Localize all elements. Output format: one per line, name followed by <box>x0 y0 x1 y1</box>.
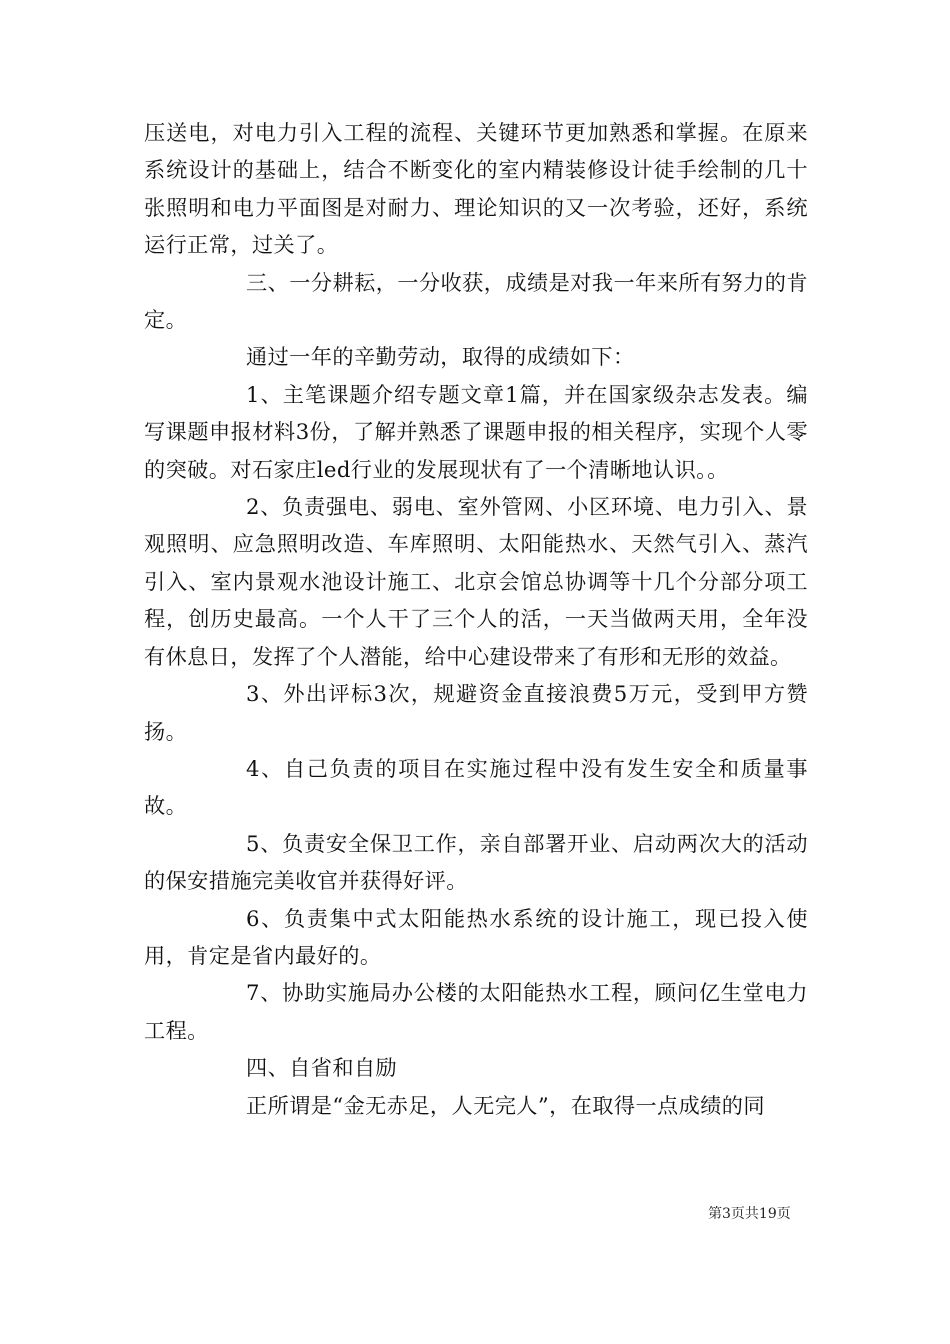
page-number: 第3页共19页 <box>708 1206 791 1222</box>
achievement-item-5: 5、负责安全保卫工作，亲自部署开业、启动两次大的活动的保安措施完美收官并获得好评。 <box>144 830 808 894</box>
paragraph-continuation: 压送电，对电力引入工程的流程、关键环节更加熟悉和掌握。在原来系统设计的基础上，结合不断变化的室内精装修设计徒手绘制的几十张照明和电力平面图是对耐力、理论知识的又一次考验，还好，系统运行正常，过关了。 <box>144 120 808 258</box>
section-heading-three: 三、一分耕耘，一分收获，成绩是对我一年来所有努力的肯定。 <box>144 269 808 333</box>
section-heading-four: 四、自省和自励 <box>246 1055 398 1081</box>
achievement-item-7: 7、协助实施局办公楼的太阳能热水工程，顾问亿生堂电力工程。 <box>144 980 808 1043</box>
achievement-item-2: 2、负责强电、弱电、室外管网、小区环境、电力引入、景观照明、应急照明改造、车库照明、太阳能热水、天然气引入、蒸汽引入、室内景观水池设计施工、北京会馆总协调等十几个分部分项工程，创历史最高。一个人干了三个人的活，一天当做两天用，全年没有休息日，发挥了个人潜能，给中心建设带来了有形和无形的效益。 <box>144 494 808 669</box>
achievement-item-4: 4、自己负责的项目在实施过程中没有发生安全和质量事故。 <box>144 755 808 819</box>
achievement-item-1: 1、主笔课题介绍专题文章1篇，并在国家级杂志发表。编写课题申报材料3份，了解并熟悉了课题申报的相关程序，实现个人零的突破。对石家庄led行业的发展现状有了一个清晰地认识。。 <box>144 381 808 482</box>
document-body <box>144 114 808 1124</box>
achievement-item-3: 3、外出评标3次，规避资金直接浪费5万元，受到甲方赞扬。 <box>144 681 808 744</box>
paragraph-closing: 正所谓是“金无赤足，人无完人”，在取得一点成绩的同 <box>246 1092 765 1118</box>
achievement-item-6: 6、负责集中式太阳能热水系统的设计施工，现已投入使用，肯定是省内最好的。 <box>144 905 808 968</box>
achievements-intro: 通过一年的辛勤劳动，取得的成绩如下： <box>246 344 635 370</box>
